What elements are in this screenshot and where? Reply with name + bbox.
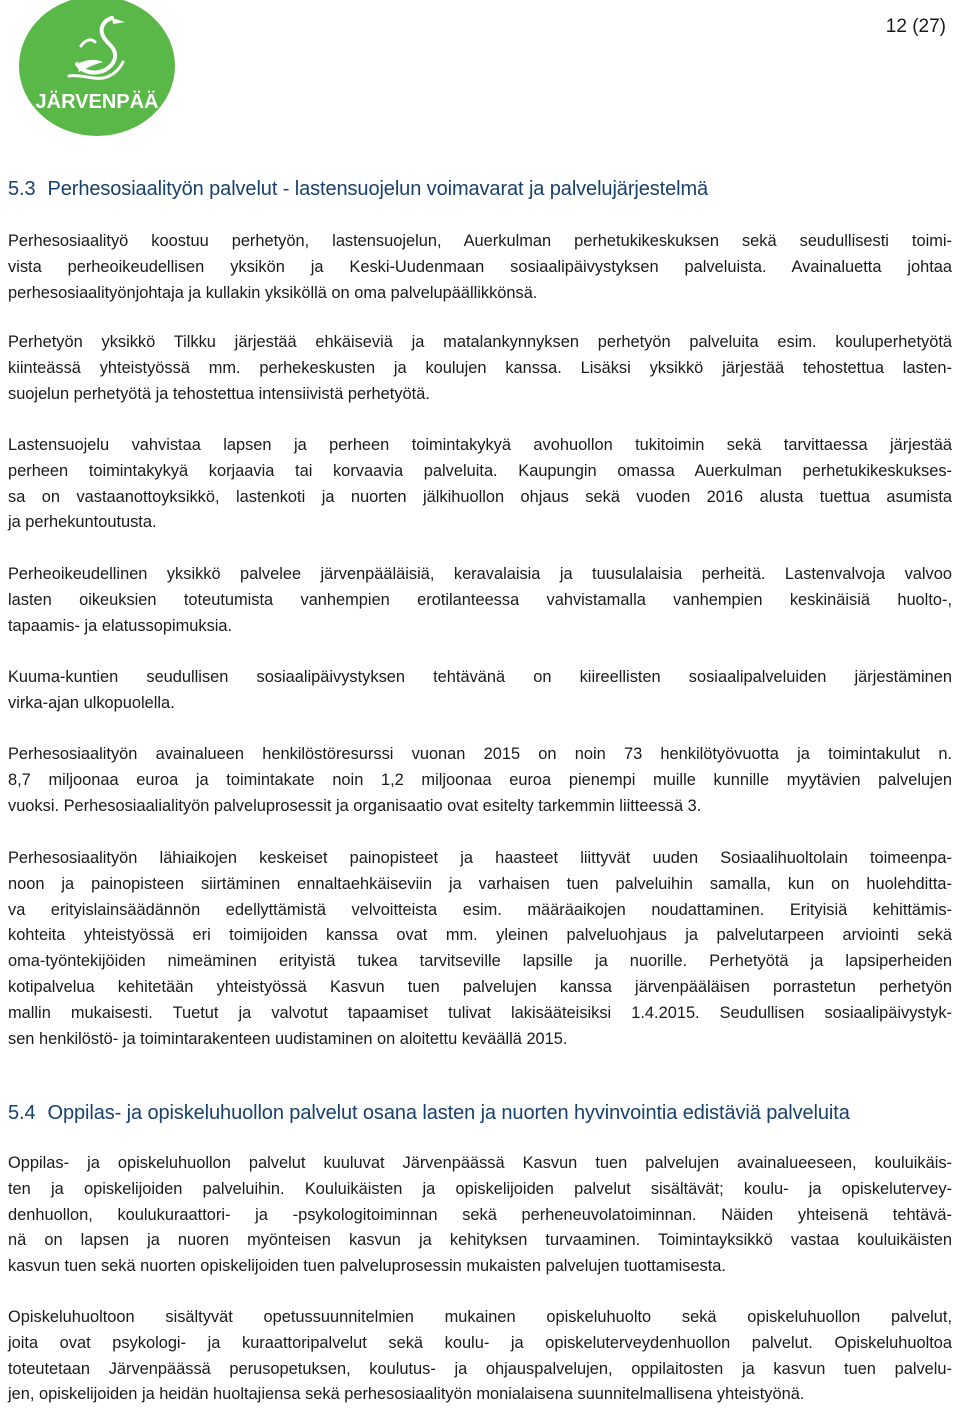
- section-heading-5-3: [8, 178, 708, 201]
- paragraph: [8, 846, 952, 1052]
- text-line: kasvun tuen sekä nuorten opiskelijoiden tuen palveluprosessin mukaisten palvelujen tuottamisesta.: [8, 1257, 726, 1276]
- paragraph: [8, 665, 952, 717]
- text-line: toteutetaan Järvenpäässä perusopetuksen, koulutus- ja ohjauspalvelujen, oppilaitosten ja kasvun tuen palvelu-: [8, 1359, 952, 1378]
- text-line: Oppilas- ja opiskeluhuollon palvelut kuuluvat Järvenpäässä Kasvun tuen palvelujen avainalueeseen, kouluikäis-: [8, 1154, 952, 1172]
- text-line: Kuuma-kuntien seudullisen sosiaalipäivystyksen tehtävänä on kiireellisten sosiaalipalveluiden järjestäminen: [8, 668, 952, 686]
- text-line: joita ovat psykologi- ja kuraattoripalvelut sekä koulu- ja opiskeluterveydenhuollon palvelut. Opiskeluhuoltoa: [8, 1333, 952, 1352]
- section-number: 5.4: [8, 1102, 36, 1124]
- text-line: kiinteässä yhteistyössä mm. perhekeskusten ja koulujen kanssa. Lisäksi yksikkö järjestää tehostettua lasten-: [8, 358, 952, 377]
- text-line: Opiskeluhuoltoon sisältyvät opetussuunnitelmien mukainen opiskeluhuolto sekä opiskeluhuollon palvelut,: [8, 1308, 952, 1326]
- paragraph: [8, 229, 952, 306]
- text-line: denhuollon, koulukuraattori- ja -psykologitoiminnan sekä perheneuvolatoiminnan. Näiden yhteisenä tehtävä-: [8, 1205, 952, 1224]
- text-line: kohteita yhteistyössä eri toimijoiden kanssa ovat mm. yleinen palveluohjaus ja palvelutarpeen arviointi sekä: [8, 926, 952, 945]
- text-line: kotipalvelua kehitetään yhteistyössä Kasvun tuen palvelujen kanssa järvenpääläisen porrastetun perhetyön: [8, 977, 952, 996]
- section-heading-5-4: [8, 1102, 850, 1125]
- page-number: 12 (27): [885, 16, 946, 37]
- text-line: lasten oikeuksien toteutumista vanhempien erotilanteessa vahvistamalla vanhempien keskinäisiä huolto-,: [8, 590, 952, 609]
- text-line: sa on vastaanottoyksikkö, lastenkoti ja nuorten jälkihuollon ohjaus sekä vuoden 2016 alusta tuettua asumista: [8, 487, 952, 506]
- text-line: perhesosiaalityönjohtaja ja kullakin yksiköllä on oma palvelupäällikkönsä.: [8, 283, 538, 302]
- paragraph: [8, 562, 952, 639]
- text-line: noon ja painopisteen siirtäminen ennaltaehkäiseviin ja varhaisen tuen palveluihin samalla, kun on huolehditta-: [8, 874, 952, 893]
- text-line: jen, opiskelijoiden ja heidän huoltajiensa sekä perhesosiaalityön monialaisena suunnitelmallisena yhteistyönä.: [8, 1385, 805, 1404]
- jarvenpaa-logo: [19, 0, 175, 136]
- section-title: Perhesosiaalityön palvelut - lastensuojelun voimavarat ja palvelujärjestelmä: [47, 178, 709, 200]
- text-line: 8,7 miljoonaa euroa ja toimintakate noin 1,2 miljoonaa euroa pienempi muille kunnille myytävien palvelujen: [8, 770, 952, 789]
- text-line: Perhetyön yksikkö Tilkku järjestää ehkäiseviä ja matalankynnyksen perhetyön palveluita esim. kouluperhetyötä: [8, 333, 952, 351]
- text-line: vuoksi. Perhesosiaalialityön palveluprosessit ja organisaatio ovat esitelty tarkemmin liitteessä 3.: [8, 796, 702, 815]
- text-line: ten ja opiskelijoiden palveluihin. Kouluikäisten ja opiskelijoiden palvelut sisältävät; koulu- ja opiskelutervey-: [8, 1179, 952, 1198]
- text-line: nä on lapsen ja nuoren myönteisen kasvun ja kehityksen turvaaminen. Toimintayksikkö vastaa kouluikäisten: [8, 1231, 952, 1250]
- text-line: ja perhekuntoutusta.: [8, 513, 157, 532]
- logo-text: JÄRVENPÄÄ: [35, 91, 159, 113]
- text-line: mallin mukaisesti. Tuetut ja valvotut tapaamiset tulivat lakisääteisiksi 1.4.2015. Seudullisen sosiaalipäivystyk-: [8, 1003, 952, 1022]
- text-line: Perhesosiaalityön avainalueen henkilöstöresurssi vuonan 2015 on noin 73 henkilötyövuotta ja toimintakulut n.: [8, 745, 952, 763]
- section-title: Oppilas- ja opiskeluhuollon palvelut osana lasten ja nuorten hyvinvointia edistäviä palveluita: [47, 1102, 850, 1124]
- text-line: Perheoikeudellinen yksikkö palvelee järvenpääläisiä, keravalaisia ja tuusulalaisia perheitä. Lastenvalvoja valvoo: [8, 565, 952, 583]
- paragraph: [8, 1151, 952, 1280]
- paragraph: [8, 330, 952, 407]
- text-line: oma-työntekijöiden nimeäminen erityistä tukea tarvitseville lapsille ja nuorille. Perhetyötä ja lapsiperheiden: [8, 952, 952, 971]
- text-line: Perhesosiaalityö koostuu perhetyön, lastensuojelun, Auerkulman perhetukikeskuksen sekä seudullisesti toimi-: [8, 232, 952, 250]
- paragraph: [8, 433, 952, 536]
- paragraph: [8, 742, 952, 819]
- text-line: tapaamis- ja elatussopimuksia.: [8, 616, 233, 635]
- text-line: va erityislainsäädännön edellyttämistä velvoitteista esim. määräaikojen noudattaminen. Erityisiä kehittämis-: [8, 900, 952, 919]
- text-line: Perhesosiaalityön lähiaikojen keskeiset painopisteet ja haasteet liittyvät uuden Sosiaalihuoltolain toimeenpa-: [8, 849, 952, 867]
- text-line: vista perheoikeudellisen yksikön ja Keski-Uudenmaan sosiaalipäivystyksen palveluista. Avainaluetta johtaa: [8, 257, 952, 276]
- section-number: 5.3: [8, 178, 36, 200]
- paragraph: [8, 1305, 952, 1408]
- text-line: virka-ajan ulkopuolella.: [8, 693, 175, 712]
- text-line: Lastensuojelu vahvistaa lapsen ja perheen toimintakykyä avohuollon tukitoimin sekä tarvittaessa järjestää: [8, 436, 952, 454]
- text-line: perheen toimintakykyä korjaavia tai korvaavia palveluita. Kaupungin omassa Auerkulman perhetukikeskukses-: [8, 461, 952, 480]
- text-line: sen henkilöstö- ja toimintarakenteen uudistaminen on aloitettu keväällä 2015.: [8, 1029, 568, 1048]
- text-line: suojelun perhetyötä ja tehostettua intensiivistä perhetyötä.: [8, 384, 430, 403]
